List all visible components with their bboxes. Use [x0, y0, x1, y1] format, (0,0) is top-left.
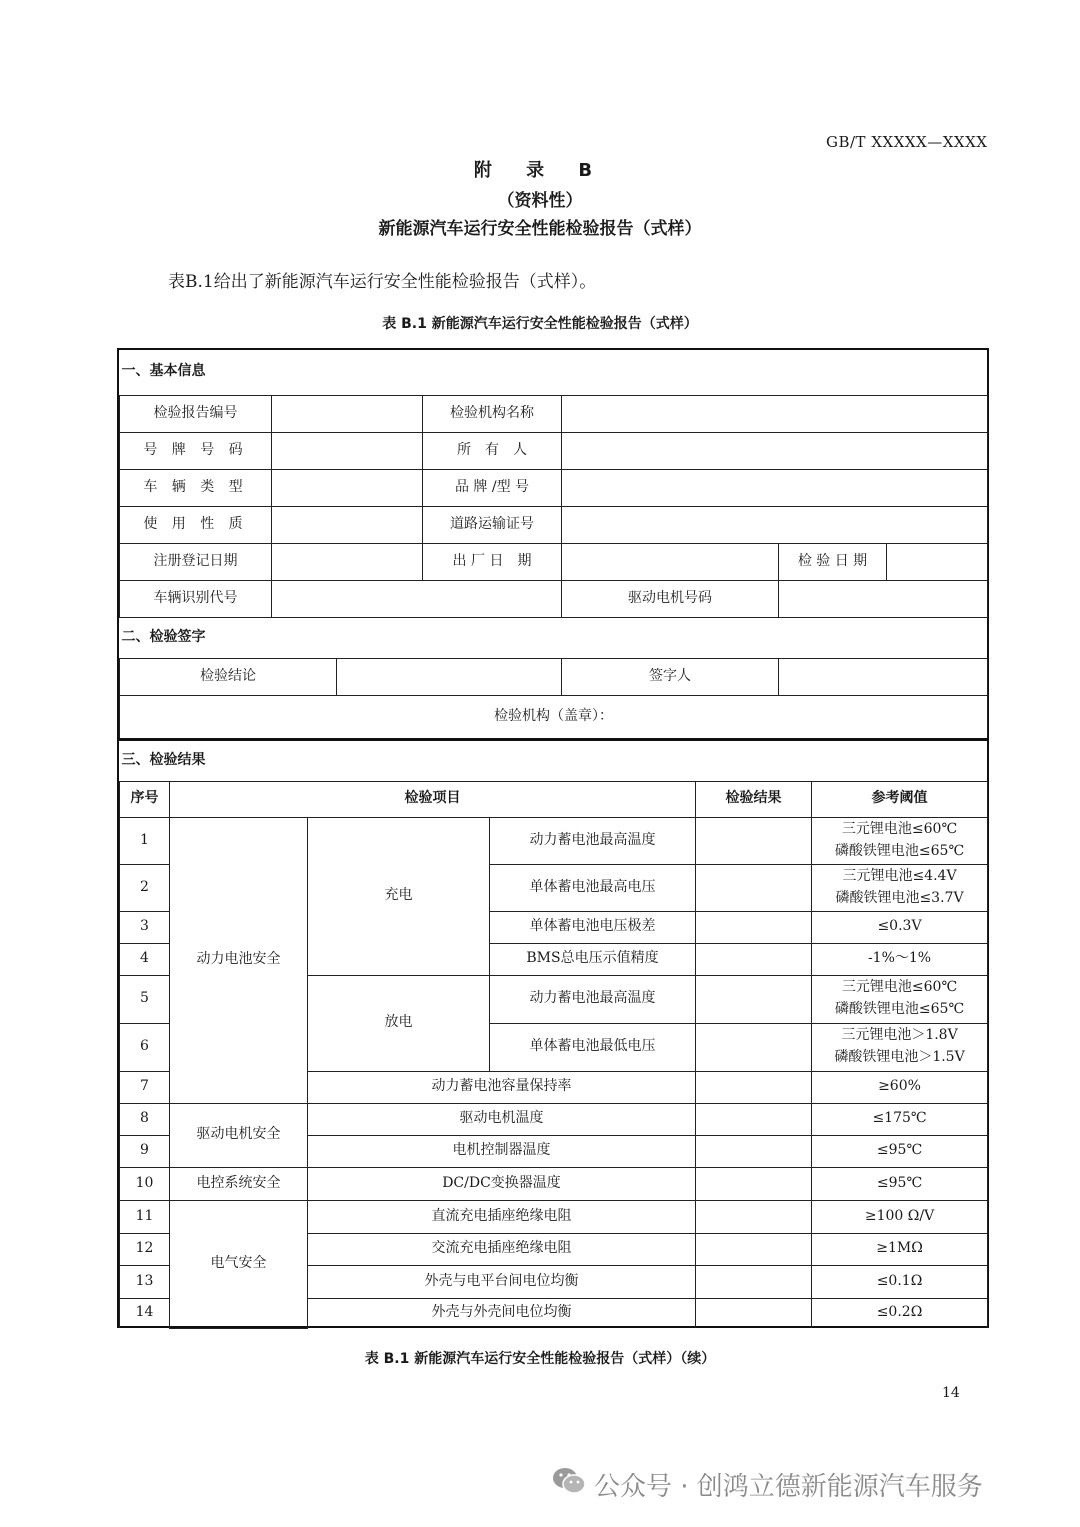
row-item: 动力蓄电池最高温度 [490, 817, 696, 864]
field-reg-date[interactable] [272, 543, 423, 580]
row-threshold: ≤0.3V [812, 911, 988, 943]
row-item: 单体蓄电池最高电压 [490, 864, 696, 911]
label-owner: 所 有 人 [423, 432, 562, 469]
page-number: 14 [942, 1385, 960, 1401]
appendix-title: 附 录 B [473, 160, 607, 181]
field-vehicle-type[interactable] [272, 469, 423, 506]
appendix-nature: （资料性） [497, 191, 583, 211]
section-sign: 二、检验签字 [120, 617, 988, 658]
row-result[interactable] [696, 911, 812, 943]
row-item: 直流充电插座绝缘电阻 [308, 1200, 696, 1233]
threshold-line: 三元锂电池≤4.4V [842, 867, 957, 884]
row-threshold [812, 864, 988, 911]
label-agency-name: 检验机构名称 [423, 395, 562, 432]
row-no: 14 [120, 1298, 170, 1328]
standard-number: GB/T XXXXX—XXXX [826, 133, 988, 151]
field-brand-model[interactable] [562, 469, 988, 506]
row-result[interactable] [696, 1265, 812, 1298]
row-no: 6 [120, 1023, 170, 1071]
appendix-subtitle: 新能源汽车运行安全性能检验报告（式样） [378, 219, 702, 239]
basic-sign-table [119, 350, 988, 738]
section-results: 三、检验结果 [120, 741, 988, 781]
intro-paragraph: 表B.1给出了新能源汽车运行安全性能检验报告（式样）。 [168, 272, 597, 292]
row-item: 单体蓄电池最低电压 [490, 1023, 696, 1071]
row-result[interactable] [696, 975, 812, 1023]
group-motor: 驱动电机安全 [170, 1103, 308, 1167]
label-signer: 签字人 [562, 658, 779, 695]
row-no: 2 [120, 864, 170, 911]
threshold-line: 磷酸铁锂电池＞1.5V [834, 1049, 965, 1065]
threshold-line: 磷酸铁锂电池≤65℃ [834, 842, 965, 859]
row-result[interactable] [696, 1167, 812, 1200]
field-transport-cert[interactable] [562, 506, 988, 543]
report-table-results [117, 739, 989, 1328]
watermark [552, 1466, 983, 1503]
group-ecs: 电控系统安全 [170, 1167, 308, 1200]
row-result[interactable] [696, 1023, 812, 1071]
group-charge: 充电 [308, 817, 490, 975]
threshold-line: 三元锂电池≤60℃ [841, 820, 958, 837]
table-row [120, 1103, 988, 1135]
row-no: 7 [120, 1071, 170, 1103]
row-threshold: ≥100 Ω/V [812, 1200, 988, 1233]
row-threshold: ≤95℃ [812, 1135, 988, 1167]
header-item: 检验项目 [170, 781, 696, 817]
row-result[interactable] [696, 1233, 812, 1265]
field-report-no[interactable] [272, 395, 423, 432]
row-no: 9 [120, 1135, 170, 1167]
row-item: 单体蓄电池电压极差 [490, 911, 696, 943]
row-item: 外壳与外壳间电位均衡 [308, 1298, 696, 1328]
field-inspect-date[interactable] [887, 543, 988, 580]
row-threshold [812, 817, 988, 864]
row-result[interactable] [696, 817, 812, 864]
row-threshold [812, 1023, 988, 1071]
row-threshold [812, 975, 988, 1023]
label-plate-no: 号 牌 号 码 [120, 432, 272, 469]
row-item: DC/DC变换器温度 [308, 1167, 696, 1200]
row-no: 10 [120, 1167, 170, 1200]
row-item: 交流充电插座绝缘电阻 [308, 1233, 696, 1265]
label-usage: 使 用 性 质 [120, 506, 272, 543]
header-threshold: 参考阈值 [812, 781, 988, 817]
threshold-line: 磷酸铁锂电池≤65℃ [834, 1001, 965, 1017]
row-result[interactable] [696, 864, 812, 911]
row-no: 8 [120, 1103, 170, 1135]
row-no: 11 [120, 1200, 170, 1233]
table-caption-continued: 表 B.1 新能源汽车运行安全性能检验报告（式样）（续） [364, 1351, 716, 1367]
row-threshold: ≥1MΩ [812, 1233, 988, 1265]
field-factory-date[interactable] [562, 543, 779, 580]
row-result[interactable] [696, 1103, 812, 1135]
row-result[interactable] [696, 1071, 812, 1103]
field-usage[interactable] [272, 506, 423, 543]
row-item: 驱动电机温度 [308, 1103, 696, 1135]
label-transport-cert: 道路运输证号 [423, 506, 562, 543]
field-signer[interactable] [779, 658, 988, 695]
threshold-line: 三元锂电池≤60℃ [841, 979, 958, 996]
row-item: 外壳与电平台间电位均衡 [308, 1265, 696, 1298]
row-threshold: ≤0.2Ω [812, 1298, 988, 1328]
field-conclusion[interactable] [337, 658, 562, 695]
label-vin: 车辆识别代号 [120, 580, 272, 617]
row-result[interactable] [696, 943, 812, 975]
header-seq: 序号 [120, 781, 170, 817]
header-result: 检验结果 [696, 781, 812, 817]
section-basic-info: 一、基本信息 [120, 350, 988, 395]
label-brand-model: 品 牌 /型 号 [423, 469, 562, 506]
table-caption: 表 B.1 新能源汽车运行安全性能检验报告（式样） [382, 316, 698, 332]
field-plate-no[interactable] [272, 432, 423, 469]
label-motor-no: 驱动电机号码 [562, 580, 779, 617]
row-result[interactable] [696, 1135, 812, 1167]
table-row [120, 1167, 988, 1200]
watermark-text: 公众号 · 创鸿立德新能源汽车服务 [594, 1472, 983, 1502]
report-table-top [117, 348, 989, 740]
row-threshold: ≤175℃ [812, 1103, 988, 1135]
row-no: 3 [120, 911, 170, 943]
label-inspect-date: 检 验 日 期 [779, 543, 887, 580]
wechat-icon [552, 1466, 586, 1503]
results-table [119, 741, 988, 1329]
threshold-line: 三元锂电池＞1.8V [841, 1027, 958, 1044]
row-item: 动力蓄电池最高温度 [490, 975, 696, 1023]
row-threshold: ≤0.1Ω [812, 1265, 988, 1298]
row-no: 5 [120, 975, 170, 1023]
label-reg-date: 注册登记日期 [120, 543, 272, 580]
threshold-line: 磷酸铁锂电池≤3.7V [835, 889, 964, 906]
label-vehicle-type: 车 辆 类 型 [120, 469, 272, 506]
agency-seal[interactable]: 检验机构（盖章）： [120, 695, 988, 738]
row-item: 电机控制器温度 [308, 1135, 696, 1167]
group-discharge: 放电 [308, 975, 490, 1071]
table-row [120, 817, 988, 864]
row-no: 4 [120, 943, 170, 975]
label-report-no: 检验报告编号 [120, 395, 272, 432]
label-conclusion: 检验结论 [120, 658, 337, 695]
row-item: 动力蓄电池容量保持率 [308, 1071, 696, 1103]
row-threshold: ≤95℃ [812, 1167, 988, 1200]
row-item: BMS总电压示值精度 [490, 943, 696, 975]
field-vin[interactable] [272, 580, 562, 617]
row-no: 1 [120, 817, 170, 864]
label-factory-date: 出 厂 日 期 [423, 543, 562, 580]
row-result[interactable] [696, 1200, 812, 1233]
field-motor-no[interactable] [779, 580, 988, 617]
field-owner[interactable] [562, 432, 988, 469]
group-electric: 电气安全 [170, 1200, 308, 1328]
table-row [120, 1200, 988, 1233]
row-no: 13 [120, 1265, 170, 1298]
row-threshold: ≥60% [812, 1071, 988, 1103]
row-threshold: -1%～1% [812, 943, 988, 975]
group-battery: 动力电池安全 [170, 817, 308, 1103]
row-no: 12 [120, 1233, 170, 1265]
field-agency-name[interactable] [562, 395, 988, 432]
row-result[interactable] [696, 1298, 812, 1328]
